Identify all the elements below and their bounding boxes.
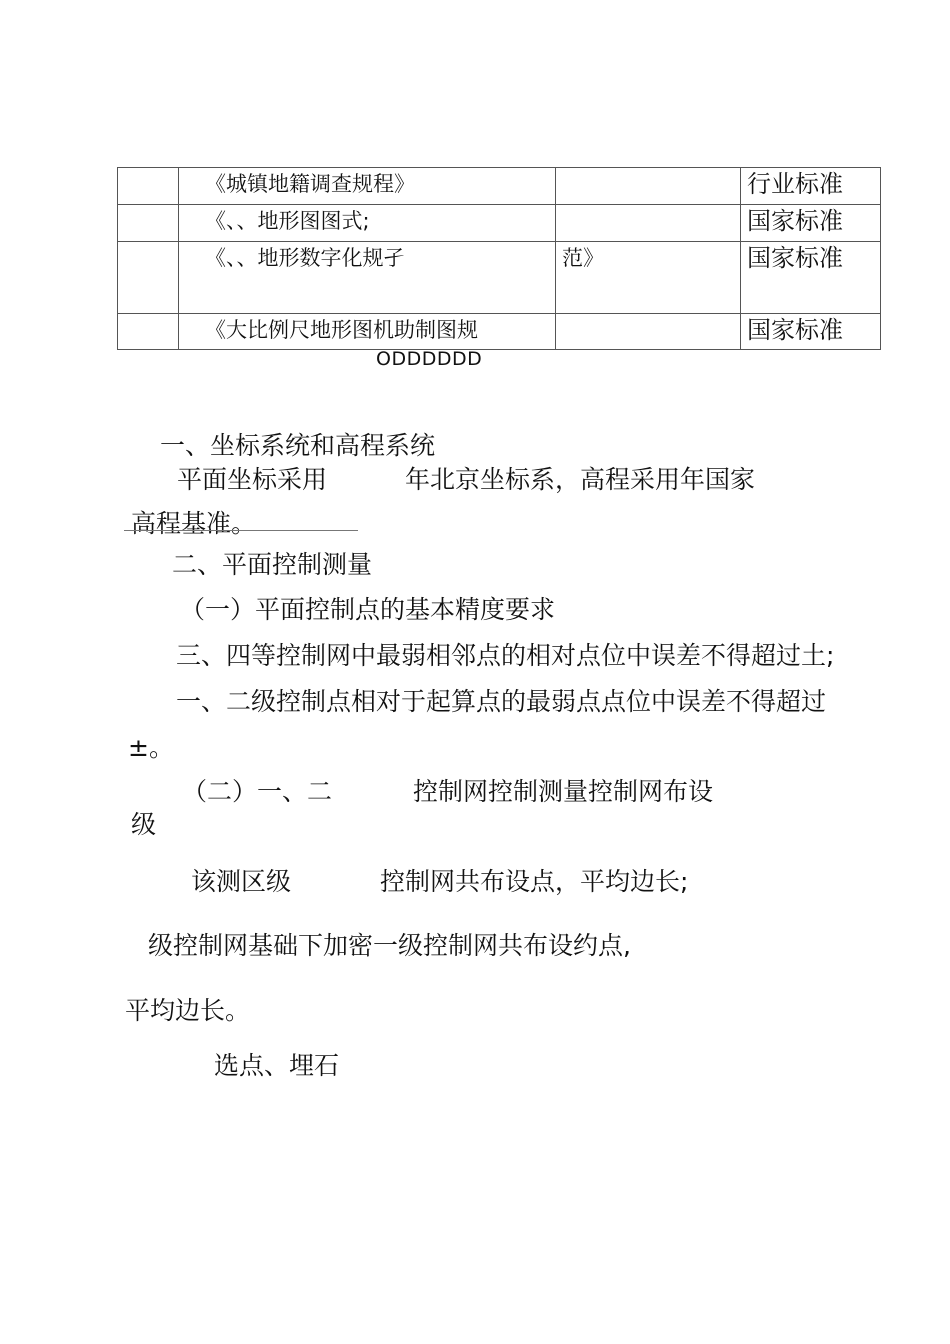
- subsection-heading: 控制网控制测量控制网布设: [413, 777, 714, 806]
- paragraph-text: 年北京坐标系，高程采用年国家: [405, 465, 756, 494]
- underline-rule: [124, 530, 358, 531]
- subsection-heading: （一）平面控制点的基本精度要求: [180, 595, 556, 624]
- table-overflow-text: ODDDDDD: [376, 348, 483, 370]
- paragraph-text: 高程基准。: [131, 509, 257, 538]
- paragraph-text: ±。: [128, 733, 174, 762]
- paragraph-text: 平面坐标采用: [177, 465, 328, 494]
- table-cell-standard-level: 行业标准: [741, 168, 881, 205]
- table-row: [118, 242, 881, 314]
- table-cell-standard-level: 国家标准: [741, 205, 881, 242]
- table-cell-index: [118, 168, 179, 205]
- section-heading-plane-control: 二、平面控制测量: [172, 550, 373, 579]
- subsection-heading: 选点、埋石: [214, 1051, 340, 1080]
- table-cell-standard-level: 国家标准: [741, 242, 881, 314]
- table-cell-index: [118, 242, 179, 314]
- table-cell-standard-level: 国家标准: [741, 314, 881, 350]
- table-cell-extra: [556, 205, 741, 242]
- table-cell-extra: [556, 314, 741, 350]
- subsection-heading: （二）一、二: [182, 777, 333, 806]
- standards-table: [117, 167, 881, 350]
- table-cell-standard-name: 《大比例尺地形图机助制图规: [179, 314, 556, 350]
- table-cell-extra: [556, 168, 741, 205]
- table-cell-standard-name: 《城镇地籍调查规程》: [179, 168, 556, 205]
- paragraph-text: 级控制网基础下加密一级控制网共布设约点,: [148, 931, 631, 960]
- paragraph-text: 平均边长。: [125, 996, 251, 1025]
- subsection-heading: 级: [131, 810, 157, 839]
- table-row: [118, 205, 881, 242]
- section-heading-coordinate-system: 一、坐标系统和高程系统: [160, 431, 436, 460]
- paragraph-text: 控制网共布设点，平均边长;: [380, 867, 689, 896]
- table-cell-standard-name: 《、、地形图图式;: [179, 205, 556, 242]
- table-row: [118, 168, 881, 205]
- table-cell-index: [118, 314, 179, 350]
- paragraph-text: 该测区级: [191, 867, 292, 896]
- table-cell-standard-name: 《、、地形数字化规孑: [179, 242, 556, 314]
- table-cell-index: [118, 205, 179, 242]
- paragraph-text: 一、二级控制点相对于起算点的最弱点点位中误差不得超过: [176, 687, 827, 716]
- paragraph-text: 三、四等控制网中最弱相邻点的相对点位中误差不得超过土;: [176, 641, 835, 670]
- table-row: [118, 314, 881, 350]
- table-cell-extra: 范》: [556, 242, 741, 314]
